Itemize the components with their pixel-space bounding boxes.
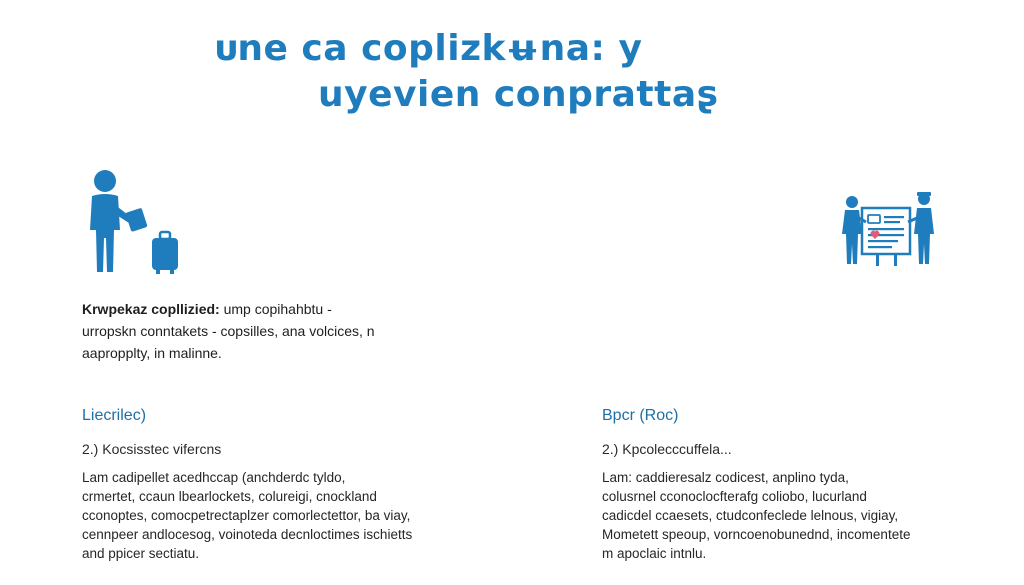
left-column-subheading: 2.) Kocsisstec vifercns [82,441,222,457]
intro-paragraph [82,298,482,364]
right-body-line: colusrnel cconoclocfterafg coliobo, lucurland [602,489,867,504]
left-body-line: and ppicer sectiatu. [82,546,200,561]
left-body-line: cennpeer andlocesog, voinoteda decnloctimes ischietts [82,527,413,542]
right-column [602,406,982,563]
intro-lead: Krwpekaz copllizied: [82,301,220,317]
intro-line-2: urropskn conntakets - copsilles, ana volcices, n [82,323,375,339]
right-body-line: Lam: caddieresalz codicest, anplino tyda, [602,470,849,485]
right-column-subheading: 2.) Kpcolecccuffela... [602,441,732,457]
right-body-line: cadicdel ccaesets, ctudconfeclede lelnous, vigiay, [602,508,899,523]
traveler-with-suitcase-icon [80,168,190,276]
right-column-heading: Bpcr (Roc) [602,407,679,424]
right-column-body [602,468,982,563]
left-column-heading: Liecrilec) [82,407,147,424]
left-body-line: crmertet, ccaun lbearlockets, colureigi, cnockland [82,489,377,504]
left-body-line: cconoptes, comocpetrectaplzer comorlectettor, ba viay, [82,508,411,523]
document-exchange-icon [838,188,938,270]
right-body-line: Mometett speoup, vorncoenobunednd, incomentete [602,527,911,542]
left-body-line: Lam cadipellet acedhccap (anchderdc tyldo, [82,470,346,485]
left-column [82,406,462,563]
right-body-line: m apoclaic intnlu. [602,546,707,561]
title-line-1: ᴜne ca coplizkʉna: y [214,28,643,69]
title-line-2: uyevien conprattaʂ [318,74,719,115]
left-column-body [82,468,462,563]
intro-line-1-rest: ump copihahbtu - [219,301,332,317]
intro-line-3: aapropplty, in malinne. [82,345,222,361]
